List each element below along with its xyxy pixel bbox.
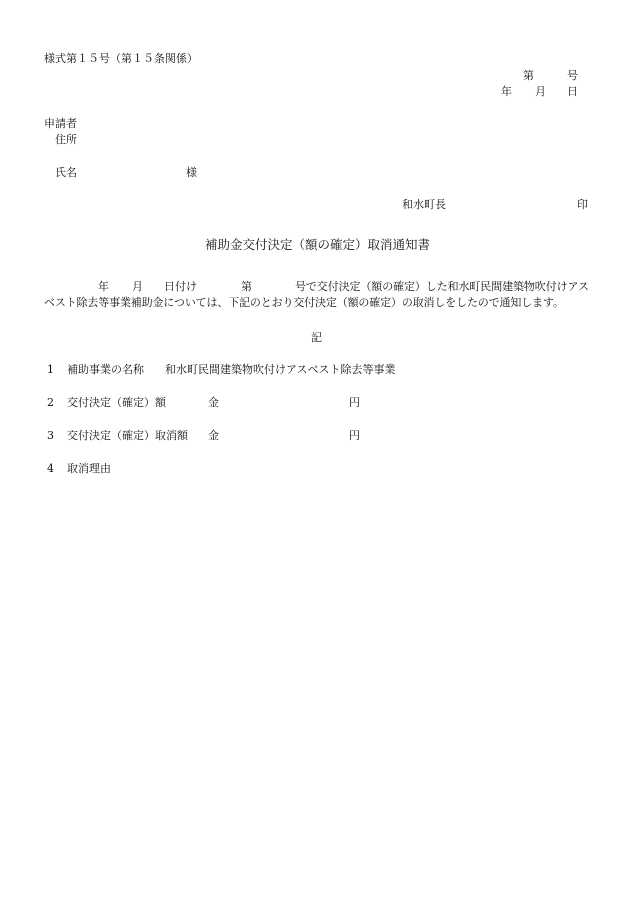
item-3-prefix: 金 xyxy=(208,429,219,442)
date-month: 月 xyxy=(535,85,546,98)
doc-number-prefix: 第 xyxy=(523,69,534,82)
issuer-title: 和水町長 xyxy=(402,198,446,211)
name-label: 氏名 xyxy=(55,166,77,179)
body-year: 年 xyxy=(98,280,109,293)
item-2-unit: 円 xyxy=(349,396,360,409)
body-line2: ベスト除去等事業補助金については、下記のとおり交付決定（額の確定）の取消しをしたので通知します。 xyxy=(44,296,564,309)
document-title: 補助金交付決定（額の確定）取消通知書 xyxy=(205,237,431,252)
item-4-label: 取消理由 xyxy=(67,462,111,475)
item-1-label: 補助事業の名称 xyxy=(67,363,144,376)
item-2-prefix: 金 xyxy=(208,396,219,409)
item-1-number: 1 xyxy=(47,363,54,376)
seal-mark: 印 xyxy=(577,198,588,211)
body-dated: 日付け xyxy=(164,280,197,293)
date-year: 年 xyxy=(501,85,512,98)
item-3-label: 交付決定（確定）取消額 xyxy=(67,429,188,442)
item-3-unit: 円 xyxy=(349,429,360,442)
address-label: 住所 xyxy=(55,133,77,146)
doc-number-suffix: 号 xyxy=(567,69,578,82)
date-day: 日 xyxy=(567,85,578,98)
honorific: 様 xyxy=(186,166,197,179)
item-2-label: 交付決定（確定）額 xyxy=(67,396,166,409)
item-3-number: 3 xyxy=(47,429,54,442)
form-label: 様式第１５号（第１５条関係） xyxy=(44,52,198,65)
item-1-value: 和水町民間建築物吹付けアスベスト除去等事業 xyxy=(165,363,396,376)
applicant-heading: 申請者 xyxy=(44,117,77,130)
body-line1-rest: 号で交付決定（額の確定）した和水町民間建築物吹付けアス xyxy=(295,280,589,293)
item-2-number: 2 xyxy=(47,396,54,409)
ki-mark: 記 xyxy=(311,331,322,344)
body-month: 月 xyxy=(132,280,143,293)
item-4-number: 4 xyxy=(47,462,54,475)
body-number-prefix: 第 xyxy=(241,280,252,293)
